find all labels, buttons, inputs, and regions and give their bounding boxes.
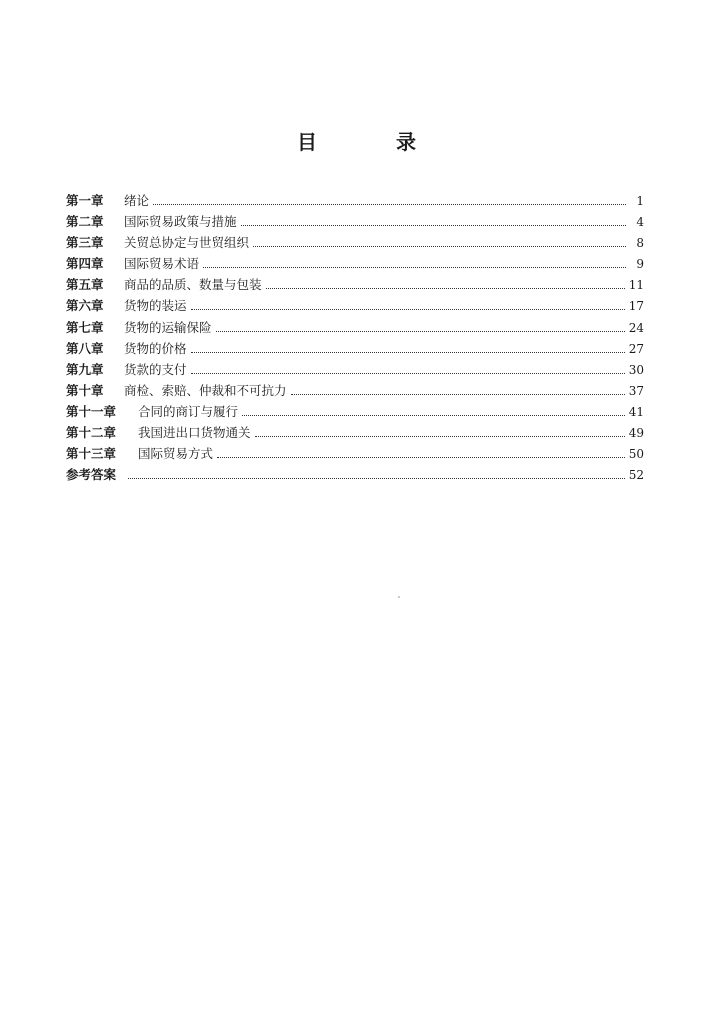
toc-dot-leader [253, 246, 626, 247]
toc-dot-leader [203, 267, 626, 268]
toc-chapter-title: 货款的支付 [124, 361, 187, 377]
toc-chapter-title: 商品的品质、数量与包装 [124, 277, 262, 293]
scan-speck [398, 596, 400, 598]
toc-chapter-label: 第四章 [66, 256, 104, 272]
toc-page-number: 17 [628, 299, 644, 314]
toc-entry [66, 464, 644, 485]
toc-chapter-label: 参考答案 [66, 467, 117, 483]
toc-entry [66, 190, 644, 211]
toc-page-number: 52 [628, 468, 644, 483]
toc-dot-leader [241, 225, 626, 226]
toc-page-number: 27 [628, 341, 644, 356]
toc-dot-leader [255, 436, 625, 437]
table-of-contents [66, 190, 644, 485]
toc-page-number: 11 [628, 278, 644, 293]
toc-chapter-label: 第五章 [66, 277, 104, 293]
toc-dot-leader [216, 331, 625, 332]
toc-chapter-title: 国际贸易方式 [138, 446, 214, 462]
toc-chapter-label: 第九章 [66, 361, 104, 377]
toc-chapter-title: 商检、索赔、仲裁和不可抗力 [124, 382, 287, 398]
toc-entry [66, 232, 644, 253]
toc-chapter-label: 第十二章 [66, 425, 117, 441]
toc-chapter-label: 第七章 [66, 319, 104, 335]
toc-chapter-label: 第十三章 [66, 446, 117, 462]
toc-dot-leader [242, 415, 625, 416]
toc-chapter-label: 第三章 [66, 235, 104, 251]
toc-chapter-title: 国际贸易术语 [124, 256, 200, 272]
toc-dot-leader [217, 457, 625, 458]
toc-chapter-label: 第十一章 [66, 403, 117, 419]
toc-chapter-title: 货物的运输保险 [124, 319, 212, 335]
toc-chapter-label: 第十章 [66, 382, 104, 398]
toc-page-number: 41 [628, 404, 644, 419]
toc-page-number: 30 [628, 362, 644, 377]
toc-dot-leader [153, 204, 626, 205]
toc-page-number: 1 [636, 194, 644, 208]
toc-chapter-title: 合同的商订与履行 [138, 403, 239, 419]
toc-page-number: 8 [636, 236, 644, 251]
page-title: 目 录 [297, 130, 452, 154]
toc-chapter-label: 第八章 [66, 340, 104, 356]
toc-page-number: 24 [628, 320, 644, 335]
toc-dot-leader [191, 352, 625, 353]
toc-page-number: 4 [636, 215, 644, 230]
toc-dot-leader [191, 373, 625, 374]
toc-entry [66, 253, 644, 274]
toc-entry [66, 422, 644, 443]
toc-entry [66, 443, 644, 464]
toc-entry [66, 211, 644, 232]
toc-chapter-title: 国际贸易政策与措施 [124, 214, 237, 230]
toc-entry [66, 401, 644, 422]
toc-dot-leader [191, 309, 625, 310]
toc-entry [66, 295, 644, 316]
toc-entry [66, 317, 644, 338]
toc-page-number: 50 [628, 447, 644, 462]
toc-chapter-label: 第一章 [66, 193, 104, 208]
toc-chapter-title: 货物的价格 [124, 340, 187, 356]
toc-chapter-label: 第二章 [66, 214, 104, 230]
toc-page-number: 37 [628, 383, 644, 398]
toc-chapter-title: 绪论 [124, 193, 150, 208]
toc-dot-leader [128, 478, 625, 479]
toc-page-number: 9 [636, 257, 644, 272]
toc-chapter-title: 货物的装运 [124, 298, 187, 314]
toc-entry [66, 380, 644, 401]
toc-entry [66, 274, 644, 295]
toc-dot-leader [266, 288, 625, 289]
toc-chapter-title: 关贸总协定与世贸组织 [124, 235, 250, 251]
toc-entry [66, 338, 644, 359]
toc-page-number: 49 [628, 426, 644, 441]
toc-chapter-label: 第六章 [66, 298, 104, 314]
toc-entry [66, 359, 644, 380]
toc-dot-leader [291, 394, 625, 395]
toc-chapter-title: 我国进出口货物通关 [138, 425, 251, 441]
